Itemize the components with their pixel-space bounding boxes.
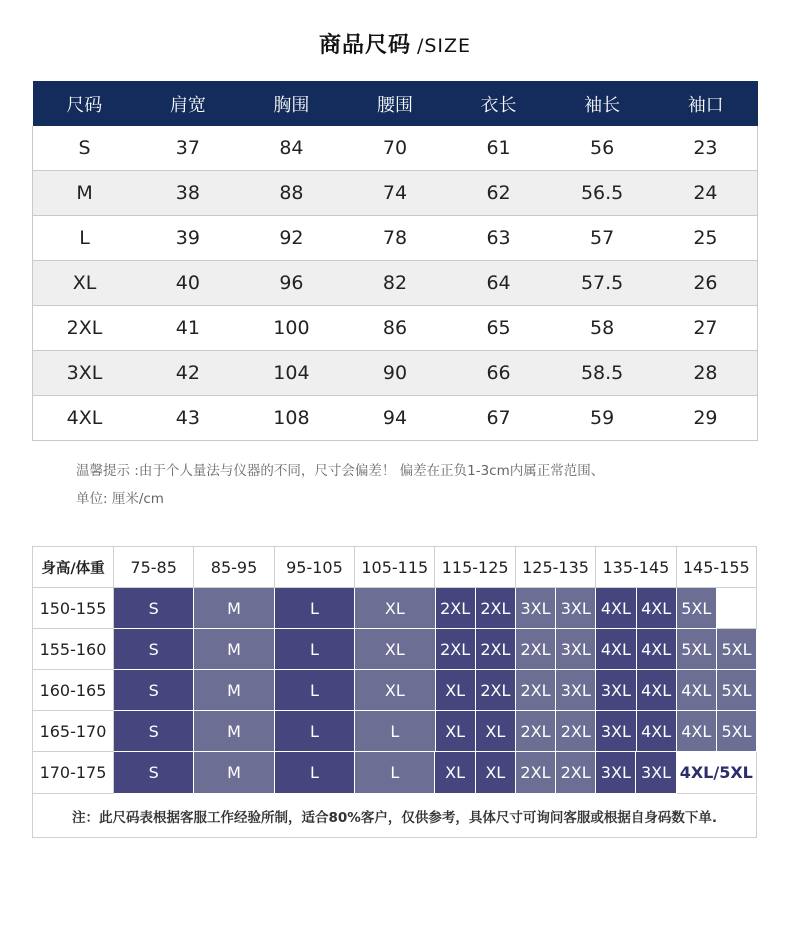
size-cell: 57: [550, 216, 654, 261]
size-cell: 92: [240, 216, 344, 261]
size-grid-cell: XL: [355, 588, 435, 629]
size-grid-cell: S: [114, 588, 194, 629]
size-cell: 100: [240, 306, 344, 351]
size-grid-cell: 3XL: [596, 752, 636, 794]
size-grid-cell: XL: [436, 711, 476, 752]
size-grid-cell: 2XL: [516, 629, 556, 670]
size-cell: 90: [343, 351, 447, 396]
size-cell: 67: [447, 396, 551, 441]
size-grid-cell: XL: [476, 711, 516, 752]
size-grid-cell: 2XL: [516, 711, 556, 752]
size-grid-cell: M: [194, 588, 274, 629]
size-cell: 38: [136, 171, 240, 216]
size-cell: 70: [343, 126, 447, 171]
weight-range-label: 135-145: [596, 547, 676, 588]
size-grid-cell: 2XL: [436, 629, 476, 670]
table-row: [33, 351, 758, 396]
size-cell: 43: [136, 396, 240, 441]
table-row: [33, 711, 757, 752]
size-grid-cell: XL: [476, 752, 516, 794]
size-grid-cell: 5XL: [717, 711, 757, 752]
size-cell: 88: [240, 171, 344, 216]
size-grid-cell: 4XL: [596, 629, 636, 670]
size-grid-cell: 3XL: [516, 588, 556, 629]
size-cell: S: [33, 126, 137, 171]
weight-range-label: 125-135: [516, 547, 596, 588]
size-cell: 28: [654, 351, 758, 396]
size-cell: 82: [343, 261, 447, 306]
size-cell: 108: [240, 396, 344, 441]
size-grid-cell: 4XL: [637, 588, 677, 629]
size-cell: 2XL: [33, 306, 137, 351]
weight-range-label: 75-85: [114, 547, 194, 588]
grid-header-row: [33, 547, 757, 588]
size-grid-cell: XL: [436, 670, 476, 711]
size-table: [32, 81, 758, 441]
size-cell: L: [33, 216, 137, 261]
table-row: [33, 752, 757, 794]
grid-corner-label: 身高/体重: [33, 547, 114, 588]
size-grid-cell: S: [114, 670, 194, 711]
size-grid-cell: 5XL: [717, 629, 757, 670]
size-cell: 84: [240, 126, 344, 171]
size-grid-cell: XL: [355, 629, 435, 670]
size-grid-cell: M: [194, 629, 274, 670]
size-cell: 61: [447, 126, 551, 171]
grid-footnote: 注：此尺码表根据客服工作经验所制，适合80%客户，仅供参考，具体尺寸可询问客服或根据自身码数下单.: [33, 795, 757, 838]
size-header-cell: 胸围: [240, 81, 344, 126]
weight-range-label: 145-155: [677, 547, 757, 588]
size-grid-cell: L: [275, 670, 355, 711]
table-row: [33, 588, 757, 629]
size-cell: 3XL: [33, 351, 137, 396]
size-grid-cell: L: [355, 752, 435, 794]
size-header-cell: 衣长: [447, 81, 551, 126]
size-cell: 58: [550, 306, 654, 351]
size-grid-cell: 4XL: [677, 670, 717, 711]
weight-range-label: 115-125: [435, 547, 515, 588]
weight-range-label: 85-95: [194, 547, 274, 588]
size-grid-cell: 2XL: [436, 588, 476, 629]
size-table-body: [33, 126, 758, 441]
size-grid-cell: 2XL: [476, 629, 516, 670]
size-grid-cell: 3XL: [556, 588, 596, 629]
size-grid-cell: 3XL: [596, 711, 636, 752]
size-cell: 78: [343, 216, 447, 261]
size-cell: 74: [343, 171, 447, 216]
size-grid-cell: 4XL: [637, 629, 677, 670]
size-grid-cell: L: [275, 711, 355, 752]
size-cell: 63: [447, 216, 551, 261]
page-title: [0, 28, 790, 59]
size-grid-cell: 2XL: [516, 752, 556, 794]
size-grid-cell: 4XL: [677, 711, 717, 752]
size-grid-cell: 3XL: [556, 670, 596, 711]
size-grid-cell: 5XL: [717, 670, 757, 711]
size-grid-cell: 3XL: [636, 752, 676, 794]
size-grid-cell: XL: [355, 670, 435, 711]
size-cell: 41: [136, 306, 240, 351]
table-row: [33, 670, 757, 711]
table-row: [33, 396, 758, 441]
size-cell: 40: [136, 261, 240, 306]
size-grid-cell: M: [194, 711, 274, 752]
height-weight-grid: [32, 546, 757, 838]
unit-note: 单位: 厘米/cm: [76, 491, 164, 507]
size-grid-cell: 2XL: [476, 670, 516, 711]
size-table-header: [33, 81, 758, 126]
height-range-label: 160-165: [33, 670, 114, 711]
size-cell: XL: [33, 261, 137, 306]
size-header-cell: 肩宽: [136, 81, 240, 126]
size-cell: 65: [447, 306, 551, 351]
title-sub: /SIZE: [416, 35, 472, 57]
table-row: [33, 216, 758, 261]
size-cell: 57.5: [550, 261, 654, 306]
size-cell: 56: [550, 126, 654, 171]
size-grid-cell: 2XL: [476, 588, 516, 629]
size-cell: 29: [654, 396, 758, 441]
size-cell: 94: [343, 396, 447, 441]
size-grid-cell: XL: [435, 752, 475, 794]
height-range-label: 150-155: [33, 588, 114, 629]
size-cell: 39: [136, 216, 240, 261]
size-grid-cell: 2XL: [516, 670, 556, 711]
size-grid-cell: 5XL: [677, 588, 717, 629]
size-cell: M: [33, 171, 137, 216]
table-row: [33, 306, 758, 351]
title-main: 商品尺码: [318, 33, 411, 58]
size-cell: 66: [447, 351, 551, 396]
size-cell: 104: [240, 351, 344, 396]
size-cell: 24: [654, 171, 758, 216]
size-grid-cell: M: [194, 670, 274, 711]
size-cell: 27: [654, 306, 758, 351]
size-grid-cell: 4XL: [637, 670, 677, 711]
weight-range-label: 95-105: [275, 547, 355, 588]
size-grid-cell: L: [275, 588, 355, 629]
size-grid-cell: S: [114, 752, 194, 794]
size-grid-cell: 4XL: [596, 588, 636, 629]
size-grid-cell: [717, 588, 757, 629]
size-grid-cell: 3XL: [556, 629, 596, 670]
size-grid-cell: L: [275, 752, 355, 794]
tip-note: 温馨提示 :由于个人量法与仪器的不同，尺寸会偏差！ 偏差在正负1-3cm内属正常范围、: [76, 463, 605, 479]
size-cell: 62: [447, 171, 551, 216]
size-grid-cell: L: [355, 711, 435, 752]
size-cell: 25: [654, 216, 758, 261]
size-cell: 96: [240, 261, 344, 306]
size-header-cell: 尺码: [33, 81, 137, 126]
table-row: [33, 126, 758, 171]
size-header-cell: 袖口: [654, 81, 758, 126]
height-range-label: 165-170: [33, 711, 114, 752]
size-cell: 26: [654, 261, 758, 306]
weight-range-label: 105-115: [355, 547, 435, 588]
size-grid-cell: 2XL: [556, 711, 596, 752]
height-range-label: 170-175: [33, 752, 114, 794]
size-grid-cell: 5XL: [677, 629, 717, 670]
size-grid-cell: 4XL/5XL: [677, 752, 757, 794]
size-cell: 42: [136, 351, 240, 396]
size-cell: 59: [550, 396, 654, 441]
height-range-label: 155-160: [33, 629, 114, 670]
size-cell: 37: [136, 126, 240, 171]
table-row: [33, 629, 757, 670]
table-row: [33, 171, 758, 216]
size-grid-cell: 4XL: [637, 711, 677, 752]
size-header-cell: 腰围: [343, 81, 447, 126]
size-grid-cell: 2XL: [556, 752, 596, 794]
size-cell: 56.5: [550, 171, 654, 216]
size-cell: 23: [654, 126, 758, 171]
size-cell: 4XL: [33, 396, 137, 441]
size-grid-cell: S: [114, 711, 194, 752]
size-grid-cell: L: [275, 629, 355, 670]
size-cell: 86: [343, 306, 447, 351]
size-grid-cell: S: [114, 629, 194, 670]
table-row: [33, 261, 758, 306]
size-grid-cell: M: [194, 752, 274, 794]
size-header-cell: 袖长: [550, 81, 654, 126]
size-cell: 64: [447, 261, 551, 306]
size-cell: 58.5: [550, 351, 654, 396]
size-grid-cell: 3XL: [596, 670, 636, 711]
